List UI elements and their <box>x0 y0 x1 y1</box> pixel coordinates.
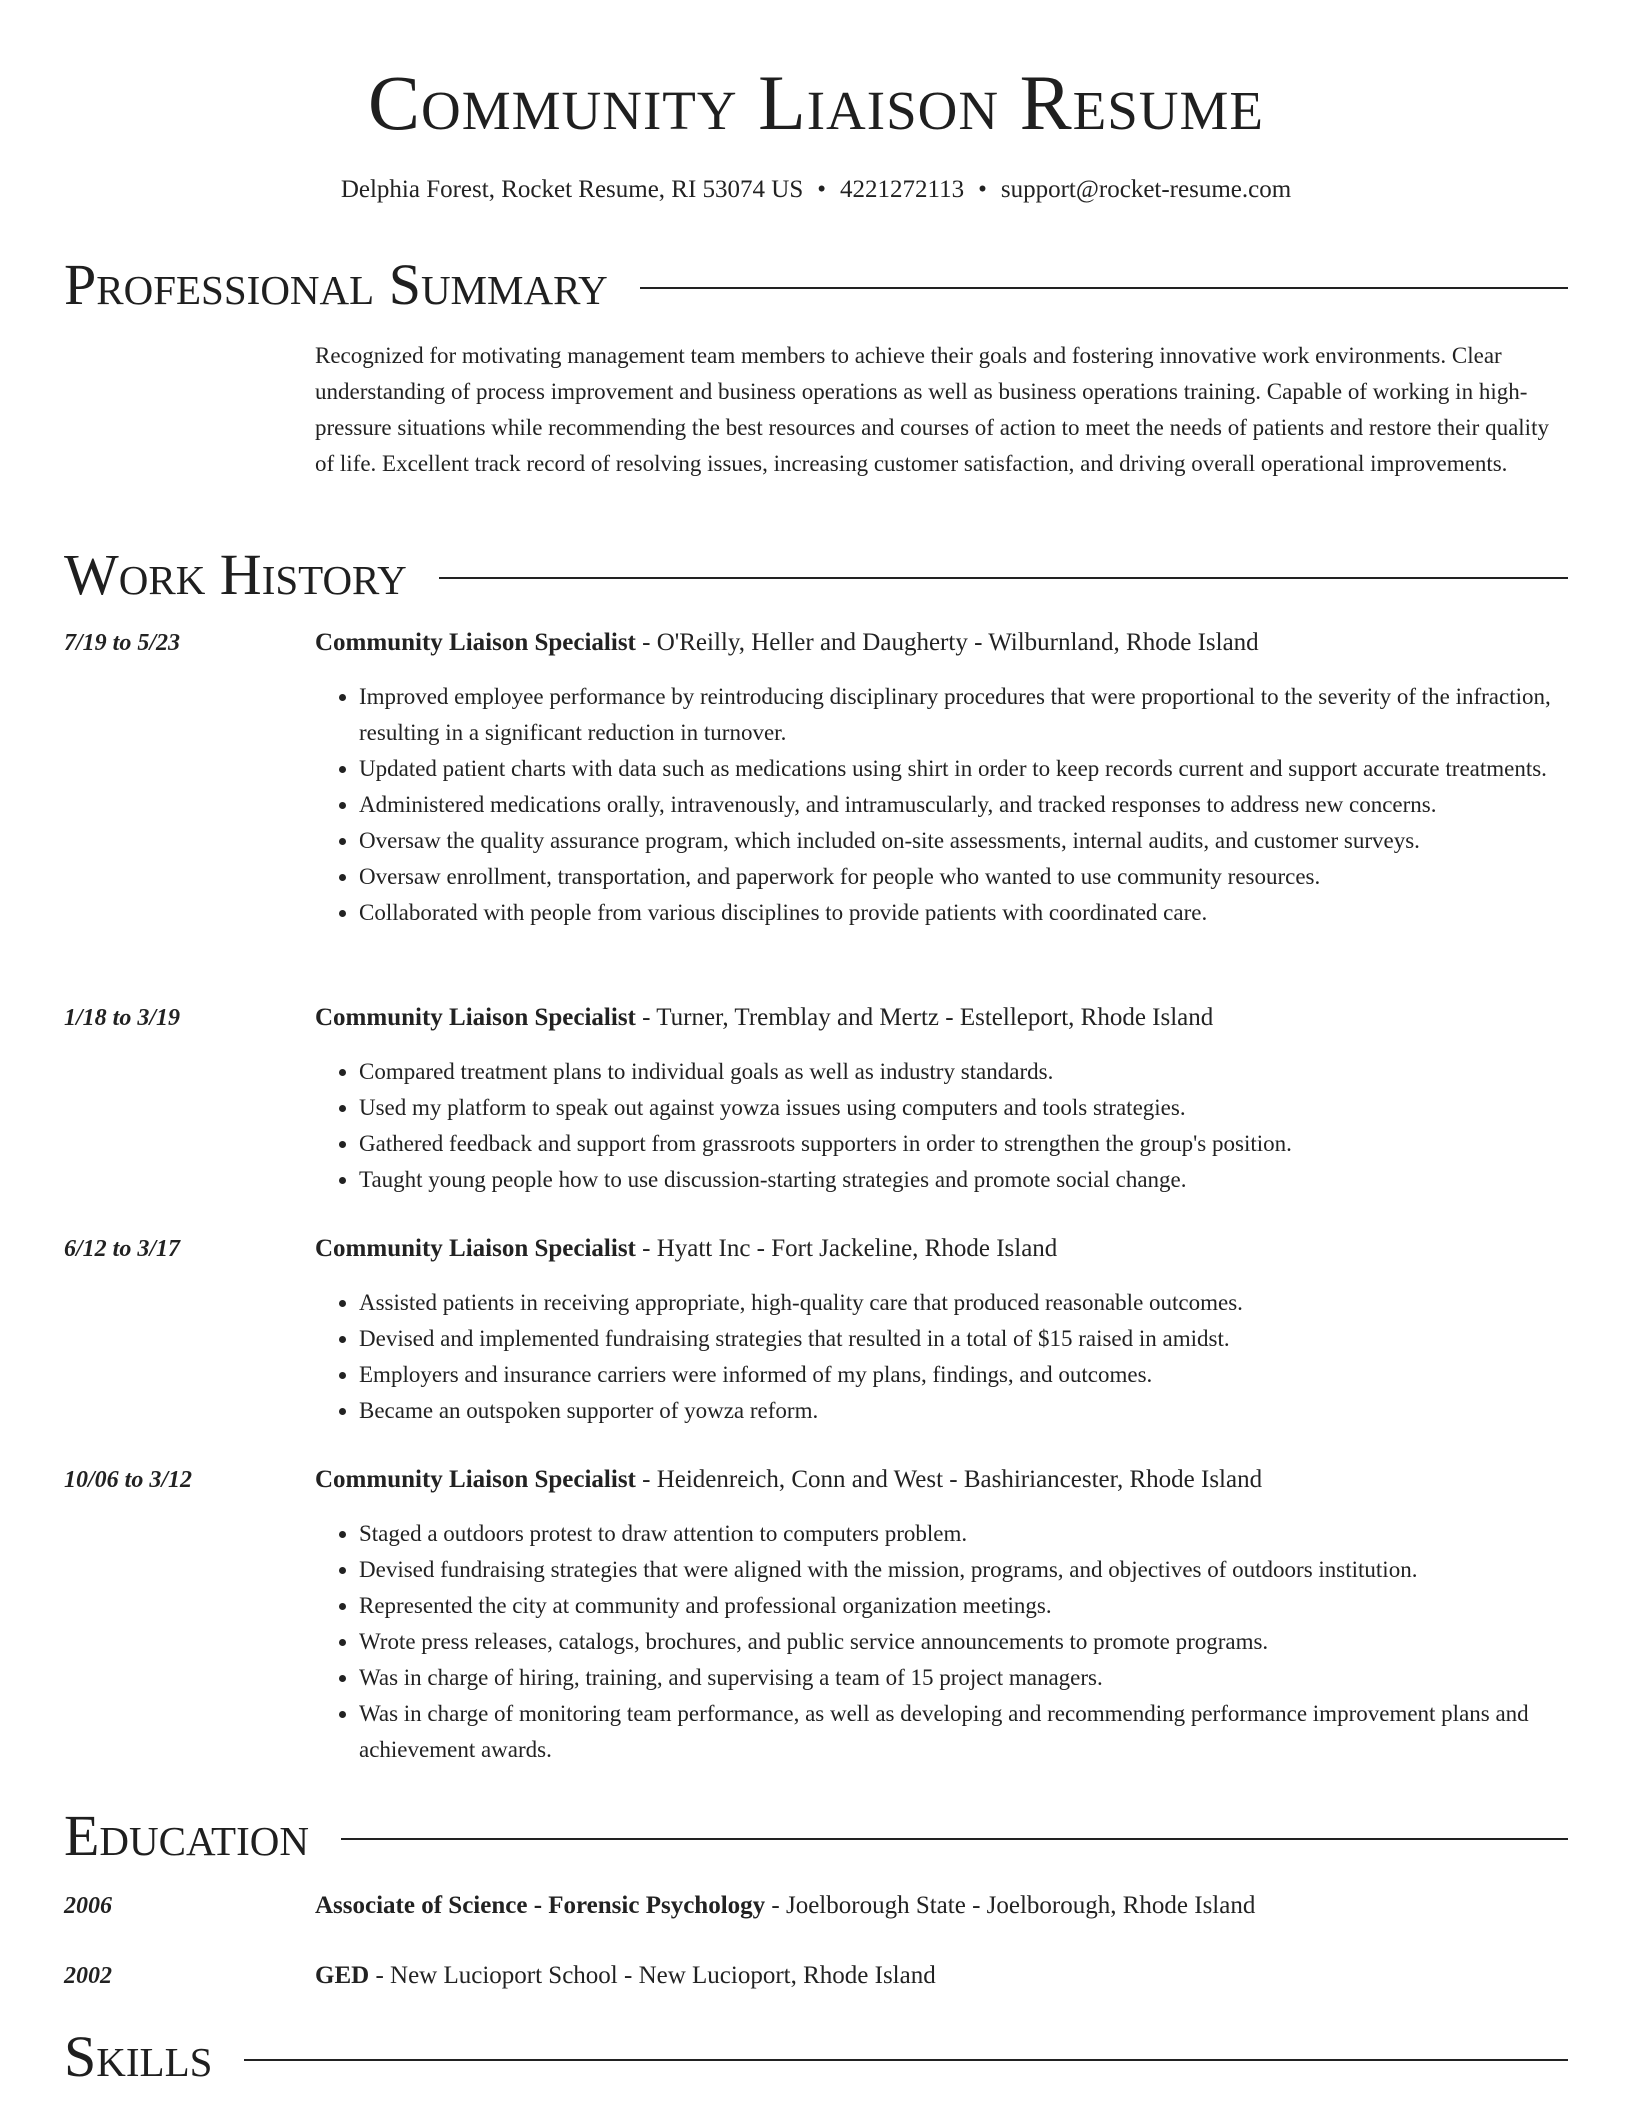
job-bullet: • Oversaw enrollment, transportation, and paperwork for people who wanted to use community resources. <box>359 859 1612 895</box>
job-bullet: • Wrote press releases, catalogs, brochures, and public service announcements to promote programs. <box>359 1624 1612 1660</box>
education-heading <box>315 1958 1568 1994</box>
job-heading <box>315 1462 1568 1498</box>
education-details: - New Lucioport School - New Lucioport, Rhode Island <box>369 1962 936 1989</box>
education-heading <box>315 1888 1568 1924</box>
education-details: - Joelborough State - Joelborough, Rhode Island <box>765 1892 1256 1919</box>
job-heading <box>315 1231 1568 1267</box>
education-year: 2002 <box>64 1963 112 1989</box>
job-dates: 10/06 to 3/12 <box>64 1467 193 1493</box>
section-title: Work History <box>64 542 407 607</box>
job-bullet: • Oversaw the quality assurance program, which included on-site assessments, internal audits, and customer surveys. <box>359 823 1612 859</box>
section-heading-education <box>64 1803 1568 1869</box>
resume-title: Community Liaison Resume <box>367 59 1265 146</box>
section-divider <box>341 1838 1568 1840</box>
job-bullet: • Compared treatment plans to individual goals as well as industry standards. <box>359 1054 1612 1090</box>
job-bullet: • Updated patient charts with data such as medications using shirt in order to keep records current and support accurate treatments. <box>359 751 1612 787</box>
education-year: 2006 <box>64 1893 112 1919</box>
job-dates: 7/19 to 5/23 <box>64 630 181 656</box>
job-bullet: • Became an outspoken supporter of yowza reform. <box>359 1393 1612 1429</box>
job-title: Community Liaison Specialist <box>315 1004 636 1031</box>
job-title: Community Liaison Specialist <box>315 1235 636 1262</box>
job-title: Community Liaison Specialist <box>315 1466 636 1493</box>
job-bullets <box>315 1516 1612 1768</box>
job-details: - Turner, Tremblay and Mertz - Estelleport, Rhode Island <box>635 1004 1214 1031</box>
contact-separator: • <box>978 176 987 203</box>
contact-address: Delphia Forest, Rocket Resume, RI 53074 US <box>340 176 804 203</box>
section-divider <box>439 577 1568 579</box>
section-divider <box>244 2059 1568 2061</box>
job-bullet: • Was in charge of hiring, training, and supervising a team of 15 project managers. <box>359 1660 1612 1696</box>
job-bullet: • Employers and insurance carriers were informed of my plans, findings, and outcomes. <box>359 1357 1612 1393</box>
section-title: Professional Summary <box>64 252 608 317</box>
job-bullet: • Taught young people how to use discussion-starting strategies and promote social change. <box>359 1162 1612 1198</box>
job-bullet: • Improved employee performance by reintroducing disciplinary procedures that were proportional to the severity of the infraction, resulting in a significant reduction in turnover. <box>359 679 1612 751</box>
job-bullet: • Staged a outdoors protest to draw attention to computers problem. <box>359 1516 1612 1552</box>
job-heading <box>315 625 1568 661</box>
job-bullet: • Devised and implemented fundraising strategies that resulted in a total of $15 raised in amidst. <box>359 1321 1612 1357</box>
section-divider <box>640 287 1568 289</box>
contact-separator: • <box>817 176 827 203</box>
job-bullet: • Devised fundraising strategies that were aligned with the mission, programs, and objectives of outdoors institution. <box>359 1552 1612 1588</box>
job-details: - Heidenreich, Conn and West - Bashiriancester, Rhode Island <box>635 1466 1263 1493</box>
job-bullet: • Collaborated with people from various disciplines to provide patients with coordinated care. <box>359 895 1612 931</box>
contact-email[interactable]: support@rocket-resume.com <box>1000 176 1292 203</box>
job-title: Community Liaison Specialist <box>315 629 636 656</box>
section-heading-skills <box>64 2024 1568 2090</box>
education-degree: Associate of Science - Forensic Psychology <box>315 1892 766 1919</box>
job-bullet: • Administered medications orally, intravenously, and intramuscularly, and tracked responses to address new concerns. <box>359 787 1612 823</box>
contact-phone: 4221272113 <box>840 176 965 203</box>
section-heading-work-history <box>64 542 1568 608</box>
job-bullets <box>315 679 1612 931</box>
job-bullet: • Gathered feedback and support from grassroots supporters in order to strengthen the group's position. <box>359 1126 1612 1162</box>
job-dates: 1/18 to 3/19 <box>64 1005 181 1031</box>
job-bullet: • Represented the city at community and professional organization meetings. <box>359 1588 1612 1624</box>
job-details: - O'Reilly, Heller and Daugherty - Wilburnland, Rhode Island <box>635 629 1259 656</box>
job-dates: 6/12 to 3/17 <box>64 1236 181 1262</box>
job-bullets <box>315 1285 1612 1429</box>
job-bullet: • Assisted patients in receiving appropriate, high-quality care that produced reasonable outcomes. <box>359 1285 1612 1321</box>
education-degree: GED <box>315 1962 370 1989</box>
section-title: Education <box>64 1803 309 1868</box>
section-heading-summary <box>64 252 1568 318</box>
section-title: Skills <box>64 2024 213 2089</box>
job-heading <box>315 1000 1568 1036</box>
job-details: - Hyatt Inc - Fort Jackeline, Rhode Island <box>635 1235 1058 1262</box>
contact-line <box>64 174 1568 206</box>
summary-text: Recognized for motivating management team members to achieve their goals and fostering innovative work environments. Clear understanding of process improvement and business operations as well as business operations training. Capable of working in high-pressure situations while recommending the best resources and courses of action to meet the needs of patients and restore their quality of life. Excellent track record of resolving issues, increasing customer satisfaction, and driving overall operational improvements. <box>315 343 1549 476</box>
job-bullet: • Was in charge of monitoring team performance, as well as developing and recommending performance improvement plans and achievement awards. <box>359 1696 1612 1768</box>
job-bullets <box>315 1054 1612 1198</box>
job-bullet: • Used my platform to speak out against yowza issues using computers and tools strategies. <box>359 1090 1612 1126</box>
